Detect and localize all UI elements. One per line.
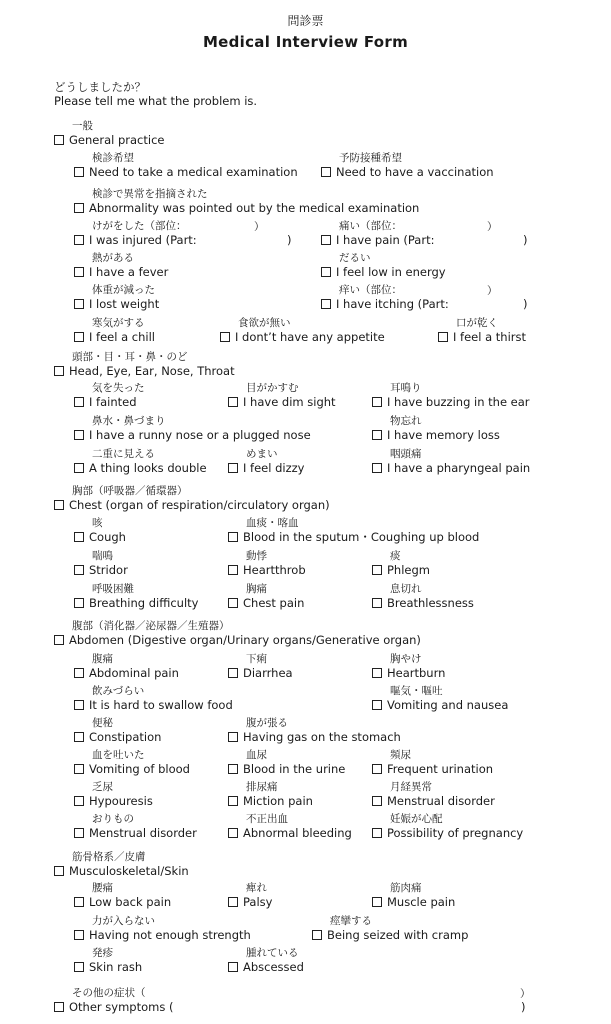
category-label-en: Musculoskeletal/Skin xyxy=(69,864,189,878)
option-label-jp: 鼻水・鼻づまり xyxy=(92,415,166,427)
option-label-en: Low back pain xyxy=(89,895,172,909)
option-label-jp: 胸痛 xyxy=(246,583,267,595)
category-label-en: Other symptoms ( xyxy=(69,1000,174,1014)
checkbox[interactable] xyxy=(74,430,84,440)
checkbox[interactable] xyxy=(228,532,238,542)
checkbox[interactable] xyxy=(372,565,382,575)
option-medical-examination[interactable] xyxy=(74,152,298,179)
checkbox[interactable] xyxy=(54,866,64,876)
option-discharge[interactable] xyxy=(74,813,197,840)
option-phlegm[interactable] xyxy=(372,550,430,577)
option-label-jp: 痰 xyxy=(390,550,401,562)
option-label-en: Need to take a medical examination xyxy=(89,165,298,179)
option-label-jp: 痒い（部位： xyxy=(339,284,402,296)
category-label-en: Head, Eye, Ear, Nose, Throat xyxy=(69,364,235,378)
option-label-jp: 発疹 xyxy=(92,947,113,959)
option-label-jp: 頻尿 xyxy=(390,749,411,761)
option-label-en: I have a fever xyxy=(89,265,169,279)
checkbox[interactable] xyxy=(321,235,331,245)
option-menstrual-disorder[interactable] xyxy=(372,781,495,808)
option-label-jp: 検診希望 xyxy=(92,152,134,164)
option-label-en: I have a runny nose or a plugged nose xyxy=(89,428,311,442)
category-label-en: Abdomen (Digestive organ/Urinary organs/Generative organ) xyxy=(69,633,421,647)
category-label-jp: 一般 xyxy=(72,120,93,132)
checkbox[interactable] xyxy=(372,796,382,806)
option-label-en: Having gas on the stomach xyxy=(243,730,401,744)
checkbox[interactable] xyxy=(74,962,84,972)
option-vomiting-nausea[interactable] xyxy=(372,685,508,712)
checkbox[interactable] xyxy=(74,167,84,177)
option-label-jp: 寒気がする xyxy=(92,317,145,329)
option-label-en: Frequent urination xyxy=(387,762,494,776)
injured-part-close-jp: ） xyxy=(254,221,265,233)
checkbox[interactable] xyxy=(54,135,64,145)
pain-part-close-en: ) xyxy=(523,233,528,247)
option-fever[interactable] xyxy=(74,252,168,279)
checkbox[interactable] xyxy=(74,397,84,407)
checkbox[interactable] xyxy=(321,267,331,277)
option-abscessed[interactable] xyxy=(228,947,304,974)
option-pregnancy[interactable] xyxy=(372,813,523,840)
option-label-jp: 物忘れ xyxy=(390,415,422,427)
checkbox[interactable] xyxy=(74,930,84,940)
checkbox[interactable] xyxy=(372,764,382,774)
option-label-en: Heartburn xyxy=(387,666,446,680)
category-label-en: Chest (organ of respiration/circulatory organ) xyxy=(69,498,330,512)
option-label-jp: 動悸 xyxy=(246,550,267,562)
option-label-jp: 腹が張る xyxy=(246,717,288,729)
option-label-jp: 二重に見える xyxy=(92,448,155,460)
checkbox[interactable] xyxy=(372,397,382,407)
category-label-jp: 胸部（呼吸器／循環器） xyxy=(72,485,188,497)
option-label-jp: 排尿痛 xyxy=(246,781,278,793)
option-heartthrob[interactable] xyxy=(228,550,306,577)
option-injured[interactable] xyxy=(74,220,197,247)
title-en: Medical Interview Form xyxy=(202,33,409,51)
option-label-en: I dont’t have any appetite xyxy=(235,330,385,344)
checkbox[interactable] xyxy=(321,167,331,177)
checkbox[interactable] xyxy=(372,700,382,710)
option-blood-urine[interactable] xyxy=(228,749,345,776)
option-label-en: Skin rash xyxy=(89,960,143,974)
option-label-en: I have pain (Part: xyxy=(336,233,435,247)
option-gas-stomach[interactable] xyxy=(228,717,401,744)
option-skin-rash[interactable] xyxy=(74,947,142,974)
option-label-jp: 気を失った xyxy=(92,382,145,394)
checkbox[interactable] xyxy=(372,463,382,473)
checkbox[interactable] xyxy=(228,565,238,575)
checkbox[interactable] xyxy=(74,299,84,309)
option-label-en: Menstrual disorder xyxy=(387,794,495,808)
option-label-jp: けがをした（部位： xyxy=(92,220,187,232)
checkbox[interactable] xyxy=(74,565,84,575)
option-not-enough-strength[interactable] xyxy=(74,915,251,942)
option-label-en: I lost weight xyxy=(89,297,160,311)
option-vaccination[interactable] xyxy=(321,152,494,179)
option-label-en: Stridor xyxy=(89,563,128,577)
option-label-jp: 嘔気・嘔吐 xyxy=(390,685,443,697)
checkbox[interactable] xyxy=(228,828,238,838)
option-label-jp: 検診で異常を指摘された xyxy=(92,188,208,200)
injured-part-close-en: ) xyxy=(287,233,292,247)
option-label-jp: 腹痛 xyxy=(92,653,113,665)
option-label-en: Having not enough strength xyxy=(89,928,251,942)
category-label-jp: 筋骨格系／皮膚 xyxy=(72,851,146,863)
option-label-en: I feel dizzy xyxy=(243,461,305,475)
option-pain[interactable] xyxy=(321,220,434,247)
option-label-en: Chest pain xyxy=(243,596,305,610)
other-close-en: ) xyxy=(521,1000,526,1014)
question xyxy=(54,80,257,108)
option-label-en: Hypouresis xyxy=(89,794,153,808)
option-label-en: I feel a chill xyxy=(89,330,155,344)
option-label-jp: 便秘 xyxy=(92,717,113,729)
option-diarrhea[interactable] xyxy=(228,653,293,680)
option-label-en: Miction pain xyxy=(243,794,313,808)
option-miction-pain[interactable] xyxy=(228,781,313,808)
option-constipation[interactable] xyxy=(74,717,161,744)
question-en: Please tell me what the problem is. xyxy=(54,94,258,108)
option-breathing-difficulty[interactable] xyxy=(74,583,198,610)
checkbox[interactable] xyxy=(372,598,382,608)
option-label-jp: 腫れている xyxy=(246,947,299,959)
option-label-en: Heartthrob xyxy=(243,563,306,577)
option-label-jp: 食欲が無い xyxy=(238,317,291,329)
checkbox[interactable] xyxy=(228,668,238,678)
option-label-en: It is hard to swallow food xyxy=(89,698,233,712)
category-other-symptoms[interactable] xyxy=(54,987,174,1014)
option-label-en: Blood in the sputum・Coughing up blood xyxy=(243,530,480,544)
option-label-jp: 胸やけ xyxy=(390,653,422,665)
checkbox[interactable] xyxy=(228,897,238,907)
category-label-jp: 頭部・目・耳・鼻・のど xyxy=(72,351,188,363)
option-label-jp: 痛い（部位： xyxy=(339,220,402,232)
checkbox[interactable] xyxy=(54,1002,64,1012)
option-label-en: A thing looks double xyxy=(89,461,207,475)
option-label-jp: 目がかすむ xyxy=(246,382,299,394)
option-lost-weight[interactable] xyxy=(74,284,159,311)
category-label-jp: 腹部（消化器／泌尿器／生殖器） xyxy=(72,620,230,632)
checkbox[interactable] xyxy=(74,598,84,608)
checkbox[interactable] xyxy=(228,796,238,806)
option-breathlessness[interactable] xyxy=(372,583,474,610)
option-label-en: I have a pharyngeal pain xyxy=(387,461,531,475)
category-general[interactable] xyxy=(54,120,164,147)
category-abdomen[interactable] xyxy=(54,620,421,647)
checkbox[interactable] xyxy=(74,732,84,742)
option-label-jp: 血尿 xyxy=(246,749,267,761)
option-heartburn[interactable] xyxy=(372,653,445,680)
option-label-jp: 飲みづらい xyxy=(92,685,145,697)
option-hypouresis[interactable] xyxy=(74,781,153,808)
checkbox[interactable] xyxy=(74,532,84,542)
option-abnormal-bleeding[interactable] xyxy=(228,813,352,840)
option-label-jp: 妊娠が心配 xyxy=(390,813,443,825)
option-label-en: I have buzzing in the ear xyxy=(387,395,530,409)
option-label-jp: 血を吐いた xyxy=(92,749,145,761)
option-label-jp: 熱がある xyxy=(92,252,134,264)
option-label-en: Muscle pain xyxy=(387,895,456,909)
checkbox[interactable] xyxy=(228,962,238,972)
category-label-jp: その他の症状（ xyxy=(72,987,146,999)
option-label-en: Need to have a vaccination xyxy=(336,165,494,179)
option-label-en: Blood in the urine xyxy=(243,762,346,776)
option-label-jp: 喘鳴 xyxy=(92,550,113,562)
option-chest-pain[interactable] xyxy=(228,583,304,610)
question-jp: どうしましたか？ xyxy=(54,80,146,94)
checkbox[interactable] xyxy=(228,764,238,774)
option-label-en: I have dim sight xyxy=(243,395,336,409)
checkbox[interactable] xyxy=(220,332,230,342)
checkbox[interactable] xyxy=(74,764,84,774)
option-label-en: Abnormal bleeding xyxy=(243,826,352,840)
option-hard-to-swallow[interactable] xyxy=(74,685,233,712)
option-label-jp: 力が入らない xyxy=(92,915,155,927)
checkbox[interactable] xyxy=(228,732,238,742)
option-dizzy[interactable] xyxy=(228,448,304,475)
option-label-jp: 痺れ xyxy=(246,882,267,894)
option-buzzing-ear[interactable] xyxy=(372,382,530,409)
option-label-en: Abscessed xyxy=(243,960,304,974)
checkbox[interactable] xyxy=(228,463,238,473)
option-label-en: Cough xyxy=(89,530,126,544)
checkbox[interactable] xyxy=(74,332,84,342)
itching-part-close-jp: ） xyxy=(487,285,498,297)
option-label-en: I fainted xyxy=(89,395,137,409)
checkbox[interactable] xyxy=(372,668,382,678)
category-chest[interactable] xyxy=(54,485,330,512)
category-musculoskeletal[interactable] xyxy=(54,851,189,878)
option-label-jp: 下痢 xyxy=(246,653,267,665)
option-label-jp: 咽頭痛 xyxy=(390,448,422,460)
option-label-en: I have itching (Part: xyxy=(336,297,449,311)
itching-part-close-en: ) xyxy=(523,297,528,311)
checkbox[interactable] xyxy=(438,332,448,342)
option-appetite[interactable] xyxy=(220,317,385,344)
option-stridor[interactable] xyxy=(74,550,128,577)
option-itching[interactable] xyxy=(321,284,449,311)
option-palsy[interactable] xyxy=(228,882,272,909)
option-label-jp: めまい xyxy=(246,448,278,460)
checkbox[interactable] xyxy=(228,598,238,608)
option-label-jp: 乏尿 xyxy=(92,781,113,793)
option-label-jp: 息切れ xyxy=(390,583,422,595)
checkbox[interactable] xyxy=(74,897,84,907)
checkbox[interactable] xyxy=(372,828,382,838)
option-label-jp: 血痰・喀血 xyxy=(246,517,299,529)
category-label-en: General practice xyxy=(69,133,165,147)
option-abdominal-pain[interactable] xyxy=(74,653,179,680)
checkbox[interactable] xyxy=(74,267,84,277)
option-thirst[interactable] xyxy=(438,317,526,344)
option-dim-sight[interactable] xyxy=(228,382,336,409)
option-runny-nose[interactable] xyxy=(74,415,311,442)
checkbox[interactable] xyxy=(372,430,382,440)
option-label-jp: 筋肉痛 xyxy=(390,882,422,894)
option-double-vision[interactable] xyxy=(74,448,207,475)
checkbox[interactable] xyxy=(74,463,84,473)
checkbox[interactable] xyxy=(74,668,84,678)
option-label-en: Abnormality was pointed out by the medical examination xyxy=(89,201,420,215)
checkbox[interactable] xyxy=(54,366,64,376)
pain-part-close-jp: ） xyxy=(487,221,498,233)
option-label-en: I was injured (Part: xyxy=(89,233,197,247)
checkbox[interactable] xyxy=(74,235,84,245)
checkbox[interactable] xyxy=(54,500,64,510)
option-label-jp: おりもの xyxy=(92,813,134,825)
checkbox[interactable] xyxy=(74,700,84,710)
option-frequent-urination[interactable] xyxy=(372,749,493,776)
option-label-en: Abdominal pain xyxy=(89,666,179,680)
option-label-jp: 咳 xyxy=(92,517,103,529)
option-label-en: Possibility of pregnancy xyxy=(387,826,524,840)
option-memory-loss[interactable] xyxy=(372,415,500,442)
option-blood-sputum[interactable] xyxy=(228,517,479,544)
option-muscle-pain[interactable] xyxy=(372,882,455,909)
option-label-jp: 腰痛 xyxy=(92,882,113,894)
option-label-en: Being seized with cramp xyxy=(327,928,469,942)
option-label-jp: 月経異常 xyxy=(390,781,432,793)
option-abnormality[interactable] xyxy=(74,188,419,215)
option-label-jp: 予防接種希望 xyxy=(339,152,402,164)
option-label-jp: 口が乾く xyxy=(456,317,498,329)
option-pharyngeal-pain[interactable] xyxy=(372,448,530,475)
option-label-en: I feel low in energy xyxy=(336,265,446,279)
option-cramp[interactable] xyxy=(312,915,468,942)
option-label-en: Breathing difficulty xyxy=(89,596,199,610)
checkbox[interactable] xyxy=(312,930,322,940)
option-vomiting-blood[interactable] xyxy=(74,749,190,776)
title-jp: 問診票 xyxy=(287,14,324,28)
option-label-en: Phlegm xyxy=(387,563,430,577)
option-chill[interactable] xyxy=(74,317,155,344)
checkbox[interactable] xyxy=(372,897,382,907)
checkbox[interactable] xyxy=(228,397,238,407)
other-close-jp: ） xyxy=(520,988,531,1000)
option-label-jp: 不正出血 xyxy=(246,813,288,825)
option-fainted[interactable] xyxy=(74,382,145,409)
category-head[interactable] xyxy=(54,351,235,378)
option-low-energy[interactable] xyxy=(321,252,446,279)
option-label-jp: だるい xyxy=(339,252,371,264)
option-label-en: Palsy xyxy=(243,895,273,909)
option-label-en: I feel a thirst xyxy=(453,330,527,344)
checkbox[interactable] xyxy=(74,796,84,806)
option-label-jp: 耳鳴り xyxy=(390,382,422,394)
option-low-back-pain[interactable] xyxy=(74,882,171,909)
option-label-en: Vomiting of blood xyxy=(89,762,190,776)
option-label-en: Breathlessness xyxy=(387,596,474,610)
option-label-en: Menstrual disorder xyxy=(89,826,197,840)
option-label-en: Constipation xyxy=(89,730,162,744)
option-label-en: Vomiting and nausea xyxy=(387,698,509,712)
checkbox[interactable] xyxy=(54,635,64,645)
option-label-en: Diarrhea xyxy=(243,666,293,680)
option-label-jp: 体重が減った xyxy=(92,284,155,296)
option-label-en: I have memory loss xyxy=(387,428,500,442)
option-cough[interactable] xyxy=(74,517,126,544)
option-label-jp: 呼吸困難 xyxy=(92,583,134,595)
checkbox[interactable] xyxy=(321,299,331,309)
option-label-jp: 痙攣する xyxy=(330,915,372,927)
checkbox[interactable] xyxy=(74,203,84,213)
checkbox[interactable] xyxy=(74,828,84,838)
